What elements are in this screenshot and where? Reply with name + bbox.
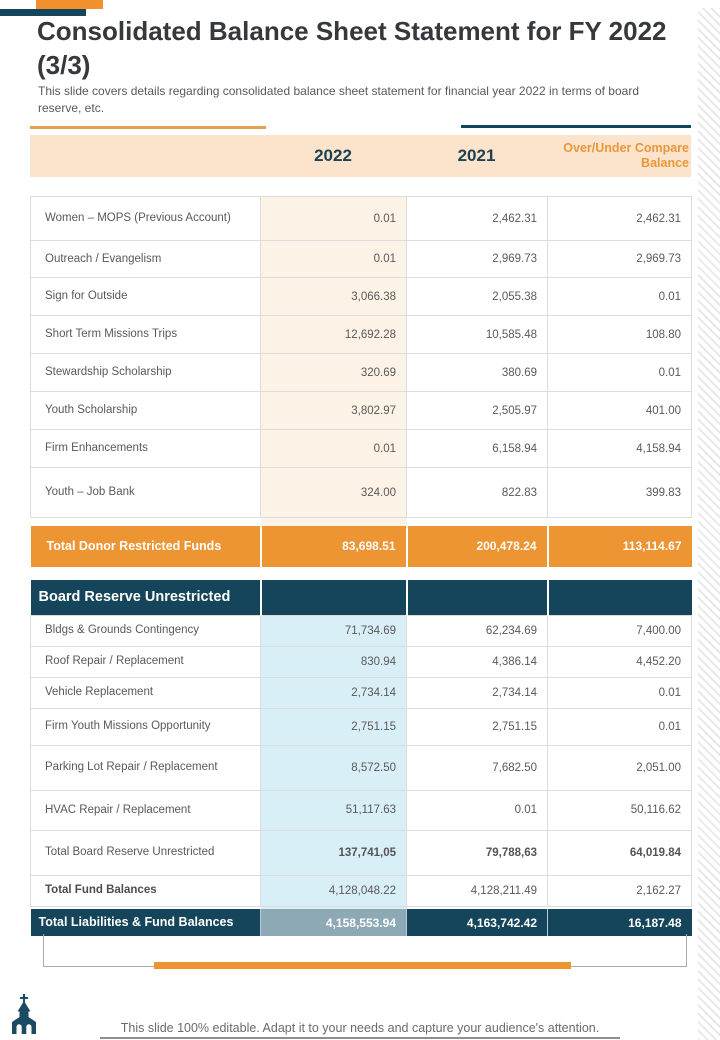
value-over-under: 2,162.27: [548, 875, 692, 906]
column-header-over-under: Over/Under Compare Balance: [563, 141, 689, 170]
table-row: [31, 790, 692, 830]
value-over-under: 0.01: [548, 708, 692, 745]
value-over-under: 2,969.73: [548, 241, 692, 278]
value-2021: 10,585.48: [407, 316, 548, 354]
table-row: [31, 677, 692, 708]
value-over-under: 0.01: [548, 354, 692, 392]
row-label: HVAC Repair / Replacement: [31, 790, 261, 830]
value-2022: 3,066.38: [261, 278, 407, 316]
value-2022: 8,572.50: [261, 745, 407, 790]
column-header-2022: 2022: [314, 146, 352, 165]
value-2022: 51,117.63: [261, 790, 407, 830]
board-reserve-header-row: [31, 580, 692, 615]
value-2022: 324.00: [261, 468, 407, 518]
table-row: [31, 197, 692, 241]
value-2022: 4,158,553.94: [261, 909, 407, 936]
row-label: Vehicle Replacement: [31, 677, 261, 708]
value-2021: 2,751.15: [407, 708, 548, 745]
total-fund-balances-row: [31, 875, 692, 906]
value-over-under: 401.00: [548, 392, 692, 430]
column-header-2021: 2021: [457, 146, 496, 165]
value-2022: 2,751.15: [261, 708, 407, 745]
value-2022: 0.01: [261, 197, 407, 241]
row-label: Firm Youth Missions Opportunity: [31, 708, 261, 745]
spacer-row: [31, 518, 692, 526]
value-2021: 822.83: [407, 468, 548, 518]
value-over-under: 0.01: [548, 677, 692, 708]
total-board-reserve-row: [31, 830, 692, 875]
footer-underline: [100, 1037, 620, 1039]
total-donor-restricted-row: [31, 526, 692, 567]
total-liabilities-row: [31, 909, 692, 936]
row-label: Sign for Outside: [31, 278, 261, 316]
row-label: Firm Enhancements: [31, 430, 261, 468]
total-row-label: Total Donor Restricted Funds: [31, 526, 261, 567]
table-row: [31, 278, 692, 316]
table-row: [31, 241, 692, 278]
slide-title: Consolidated Balance Sheet Statement for FY 2022 (3/3): [37, 16, 667, 80]
footer-note: This slide 100% editable. Adapt it to your needs and capture your audience's attention.: [120, 1021, 600, 1035]
value-2021: 2,462.31: [407, 197, 548, 241]
value-2021: 79,788,63: [407, 830, 548, 875]
value-2021: 7,682.50: [407, 745, 548, 790]
value-2022: 137,741,05: [261, 830, 407, 875]
table-row: [31, 646, 692, 677]
value-2022: 320.69: [261, 354, 407, 392]
table-row: [31, 708, 692, 745]
value-over-under: 2,462.31: [548, 197, 692, 241]
value-over-under: 7,400.00: [548, 615, 692, 646]
bottom-orange-bar-decor: [154, 962, 571, 969]
row-label: Youth – Job Bank: [31, 468, 261, 518]
value-2022: 3,802.97: [261, 392, 407, 430]
table-row: [31, 615, 692, 646]
slide-subtitle: This slide covers details regarding consolidated balance sheet statement for financial year 2022 in terms of board reserve, etc.: [38, 84, 640, 116]
value-over-under: 2,051.00: [548, 745, 692, 790]
value-2021: 2,969.73: [407, 241, 548, 278]
value-over-under: 16,187.48: [548, 909, 692, 936]
row-label: Total Board Reserve Unrestricted: [31, 830, 261, 875]
table-row: [31, 392, 692, 430]
value-over-under: 0.01: [548, 278, 692, 316]
value-2021: 200,478.24: [407, 526, 548, 567]
table-row: [31, 745, 692, 790]
row-label: Parking Lot Repair / Replacement: [31, 745, 261, 790]
row-label: Roof Repair / Replacement: [31, 646, 261, 677]
value-2021: 4,163,742.42: [407, 909, 548, 936]
table-row: [31, 468, 692, 518]
value-2021: 0.01: [407, 790, 548, 830]
orange-separator-line: [30, 126, 266, 129]
table-row: [31, 354, 692, 392]
value-2021: 2,055.38: [407, 278, 548, 316]
value-2022: 830.94: [261, 646, 407, 677]
donor-restricted-table: [30, 196, 692, 567]
value-over-under: 4,452.20: [548, 646, 692, 677]
value-2021: 2,505.97: [407, 392, 548, 430]
board-reserve-table: [30, 580, 692, 936]
value-2021: 2,734.14: [407, 677, 548, 708]
row-label: Outreach / Evangelism: [31, 241, 261, 278]
total-row-label: Total Liabilities & Fund Balances: [31, 909, 261, 936]
value-2022: 71,734.69: [261, 615, 407, 646]
row-label: Stewardship Scholarship: [31, 354, 261, 392]
right-hatch-pattern: [698, 8, 720, 1040]
value-2021: 6,158.94: [407, 430, 548, 468]
value-over-under: 4,158.94: [548, 430, 692, 468]
value-over-under: 64,019.84: [548, 830, 692, 875]
row-label: Total Fund Balances: [31, 875, 261, 906]
value-2022: 0.01: [261, 241, 407, 278]
value-2021: 380.69: [407, 354, 548, 392]
row-label: Bldgs & Grounds Contingency: [31, 615, 261, 646]
value-2022: 2,734.14: [261, 677, 407, 708]
column-header-band: [30, 135, 691, 177]
value-2022: 83,698.51: [261, 526, 407, 567]
value-2021: 62,234.69: [407, 615, 548, 646]
top-orange-bar-decor: [36, 0, 103, 9]
value-2022: 12,692.28: [261, 316, 407, 354]
teal-separator-line: [461, 125, 691, 128]
value-over-under: 108.80: [548, 316, 692, 354]
value-over-under: 113,114.67: [548, 526, 692, 567]
table-row: [31, 430, 692, 468]
value-2021: 4,128,211.49: [407, 875, 548, 906]
section-header-label: Board Reserve Unrestricted: [31, 580, 261, 615]
row-label: Women – MOPS (Previous Account): [31, 197, 261, 241]
table-row: [31, 316, 692, 354]
row-label: Short Term Missions Trips: [31, 316, 261, 354]
row-label: Youth Scholarship: [31, 392, 261, 430]
value-2022: 4,128,048.22: [261, 875, 407, 906]
value-2022: 0.01: [261, 430, 407, 468]
value-over-under: 399.83: [548, 468, 692, 518]
value-over-under: 50,116.62: [548, 790, 692, 830]
value-2021: 4,386.14: [407, 646, 548, 677]
